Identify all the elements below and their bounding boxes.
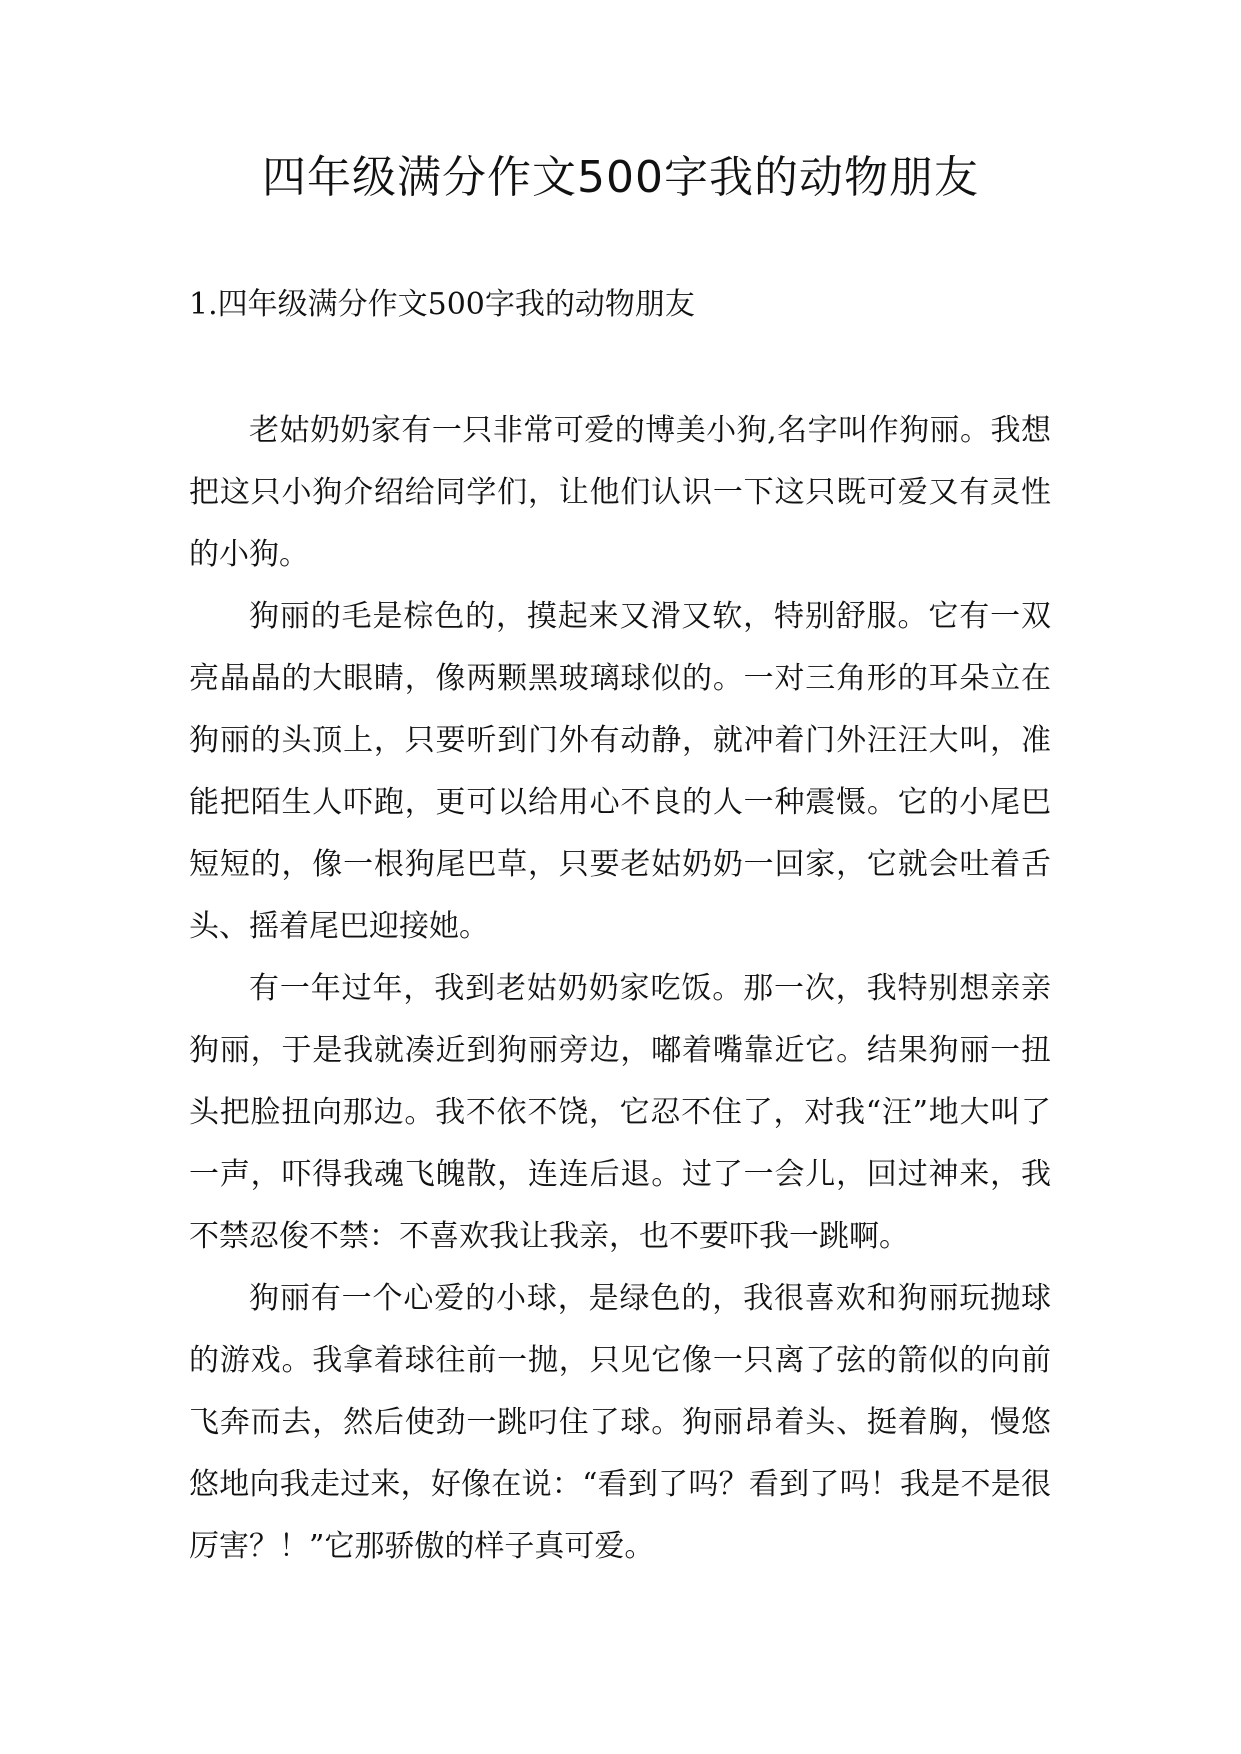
document-title: 四年级满分作文500字我的动物朋友	[262, 152, 979, 203]
essay-paragraph: 老姑奶奶家有一只非常可爱的博美小狗,名字叫作狗丽。我想把这只小狗介绍给同学们，让他们认识一下这只既可爱又有灵性的小狗。	[189, 413, 1051, 572]
essay-paragraph: 狗丽有一个心爱的小球，是绿色的，我很喜欢和狗丽玩抛球的游戏。我拿着球往前一抛，只见它像一只离了弦的箭似的向前飞奔而去，然后使劲一跳叼住了球。狗丽昂着头、挺着胸，慢悠悠地向我走过来，好像在说：“看到了吗？看到了吗！我是不是很厉害？！”它那骄傲的样子真可爱。	[189, 1281, 1051, 1564]
section-heading: 1.四年级满分作文500字我的动物朋友	[189, 287, 695, 322]
essay-paragraph: 狗丽的毛是棕色的，摸起来又滑又软，特别舒服。它有一双亮晶晶的大眼睛，像两颗黑玻璃球似的。一对三角形的耳朵立在狗丽的头顶上，只要听到门外有动静，就冲着门外汪汪大叫，准能把陌生人吓跑，更可以给用心不良的人一种震慑。它的小尾巴短短的，像一根狗尾巴草，只要老姑奶奶一回家，它就会吐着舌头、摇着尾巴迎接她。	[189, 599, 1051, 944]
essay-body	[189, 400, 1051, 1578]
essay-paragraph: 有一年过年，我到老姑奶奶家吃饭。那一次，我特别想亲亲狗丽，于是我就凑近到狗丽旁边，嘟着嘴靠近它。结果狗丽一扭头把脸扭向那边。我不依不饶，它忍不住了，对我“汪”地大叫了一声，吓得我魂飞魄散，连连后退。过了一会儿，回过神来，我不禁忍俊不禁：不喜欢我让我亲，也不要吓我一跳啊。	[189, 971, 1051, 1254]
